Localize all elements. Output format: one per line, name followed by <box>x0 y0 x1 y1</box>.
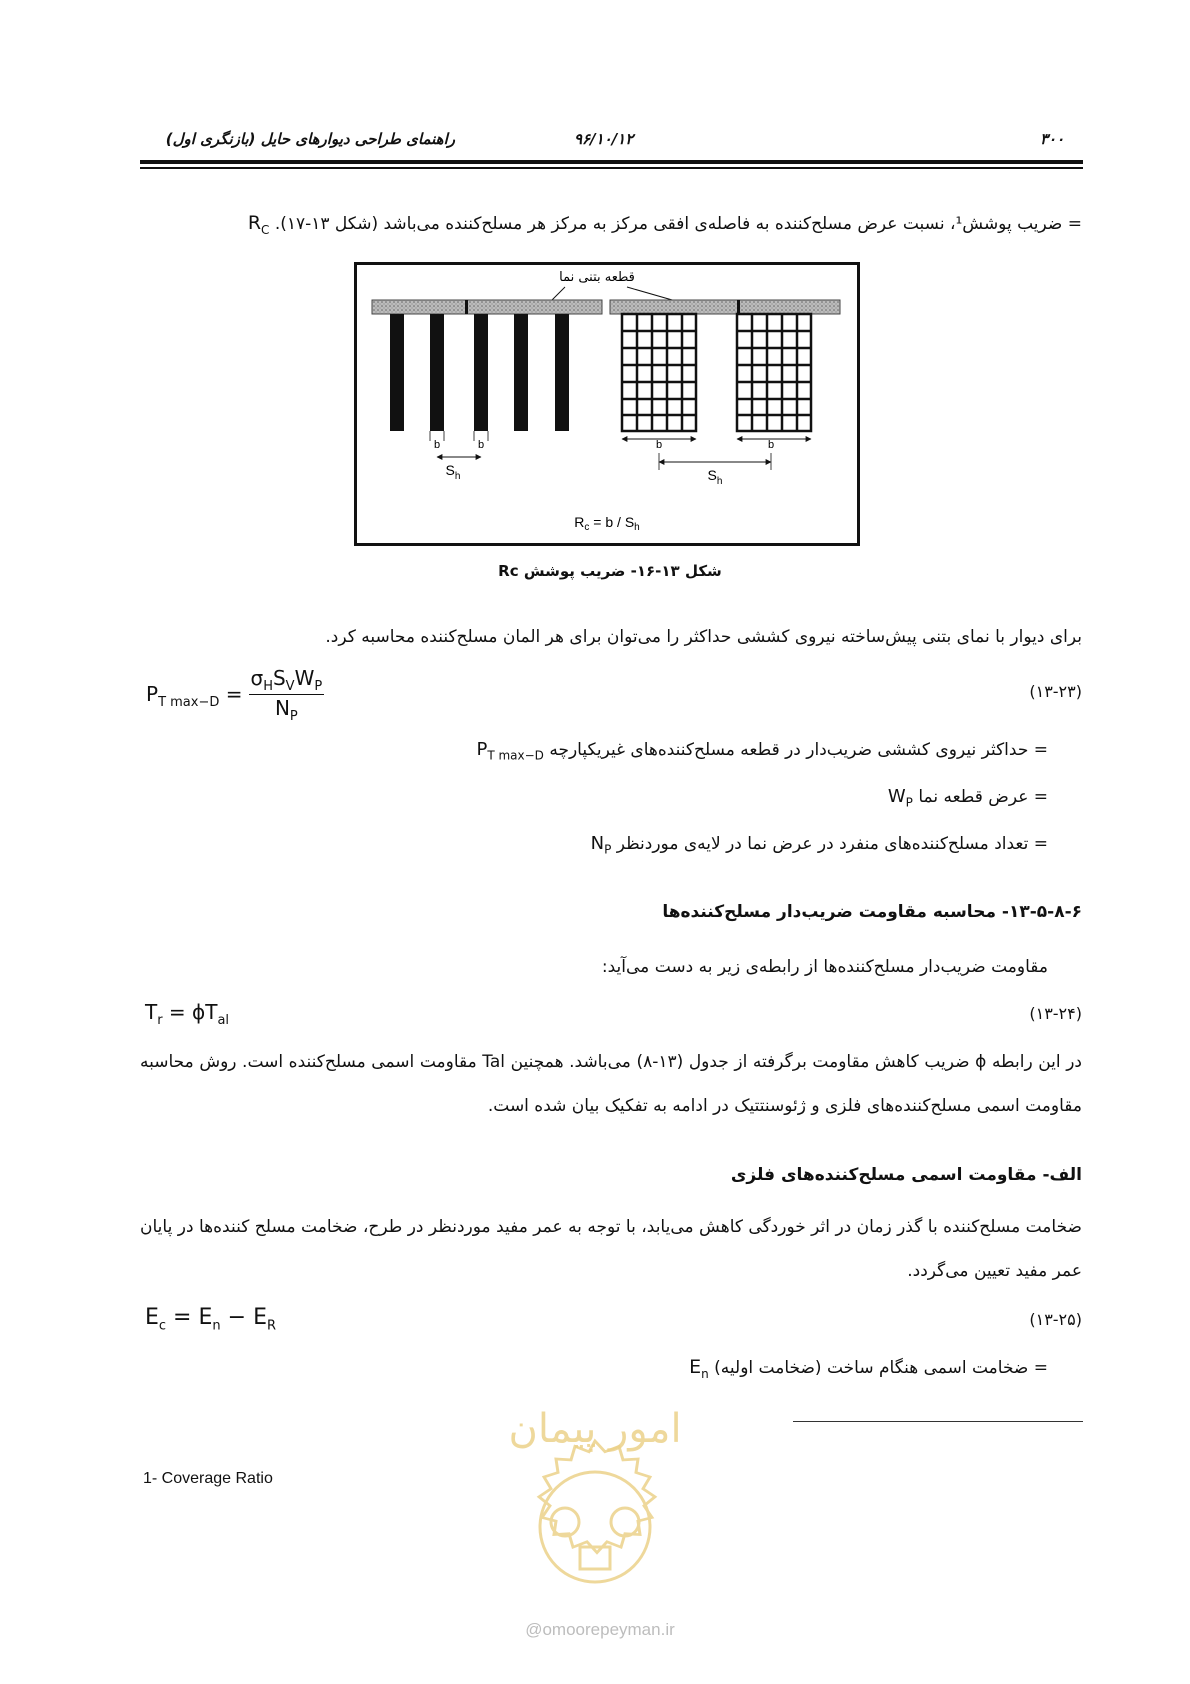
sh-label-right: $S_h$ <box>707 467 723 487</box>
equation-23: $P_{T max-D}$ = $\sigma_HS_VW_P$ $N_P$ <box>146 666 323 724</box>
strip-1 <box>390 314 404 431</box>
strip-5 <box>555 314 569 431</box>
facing-panel-left <box>372 300 602 314</box>
strip-4 <box>514 314 528 431</box>
watermark-url: @omoorepeyman.ir <box>525 1620 675 1639</box>
sh-label-left: $S_h$ <box>445 462 461 482</box>
def-en: = ضخامت اسمی هنگام ساخت (ضخامت اولیه) $E_n$ <box>689 1356 1048 1381</box>
paragraph-1: برای دیوار با نمای بتنی پیش‌ساخته نیروی کششی حداکثر را می‌توان برای هر المان مسلح‌کننده محاسبه کرد. <box>325 627 1082 647</box>
facing-panel-right <box>610 300 840 314</box>
equation-24: $T_r = \phi T_{al}$ <box>145 1000 230 1028</box>
grid-mesh-1 <box>622 314 696 431</box>
rc-symbol: $R_C$ <box>247 212 270 237</box>
paragraph-3: در این رابطه ϕ ضریب کاهش مقاومت برگرفته از جدول (۱۳-۸) می‌باشد. همچنین Tal مقاومت اسمی مسلح‌کننده است. روش محاسبه مقاومت اسمی مسلح‌کننده‌های فلزی و ژئوسنتتیک در ادامه به تفکیک بیان شده است. <box>140 1052 1082 1116</box>
panel-joint-left <box>465 300 468 314</box>
def-np: = تعداد مسلح‌کننده‌های منفرد در عرض نما در لایه‌ی موردنظر $N_P$ <box>590 833 1048 857</box>
coverage-ratio-diagram <box>357 265 857 543</box>
eq23-number: (۱۳-۲۳) <box>1029 682 1082 701</box>
b-label-1: b <box>433 439 441 451</box>
paragraph-2: مقاومت ضریب‌دار مسلح‌کننده‌ها از رابطه‌ی زیر به دست می‌آید: <box>601 957 1048 977</box>
coverage-ratio-figure <box>354 262 860 546</box>
seal-text: امور پیمان <box>508 1406 682 1452</box>
page-number: ۳۰۰ <box>1040 130 1065 148</box>
eq23-numerator: $\sigma_HS_VW_P$ <box>250 666 323 694</box>
panel-joint-right <box>737 300 740 314</box>
subheading-metallic: الف- مقاومت اسمی مسلح‌کننده‌های فلزی <box>730 1165 1082 1185</box>
grid-mesh-2 <box>737 314 811 431</box>
b-label-2: b <box>477 439 485 451</box>
rc-definition <box>248 210 1082 243</box>
strip-3 <box>474 314 488 431</box>
header-title: راهنمای طراحی دیوارهای حایل (بازنگری اول) <box>165 130 455 148</box>
def-ptmax: = حداکثر نیروی کششی ضریب‌دار در قطعه مسلح‌کننده‌های غیریکپارچه $P_{T max-D}$ <box>476 739 1048 763</box>
def-wp: = عرض قطعه نما $W_P$ <box>887 786 1048 810</box>
section-heading: ۱۳-۵-۸-۶- محاسبه مقاومت ضریب‌دار مسلح‌کننده‌ها <box>662 902 1082 922</box>
b-label-3: b <box>655 439 663 451</box>
header-rule-thin <box>140 167 1083 169</box>
eq23-lhs: P <box>146 681 159 706</box>
eq23-denominator: $N_P$ <box>274 696 298 724</box>
rc-formula: $R_c = b / S_h$ <box>574 514 640 533</box>
figure-caption-text: شکل ۱۳-۱۶- ضریب پوشش <box>523 562 722 580</box>
rc-definition-text: = ضریب پوشش¹، نسبت عرض مسلح‌کننده به فاصله‌ی افقی مرکز به مرکز هر مسلح‌کننده می‌باشد (شکل ۱۳-۱۷). <box>274 214 1082 234</box>
paragraph-4: ضخامت مسلح‌کننده با گذر زمان در اثر خوردگی کاهش می‌یابد، با توجه به عمر مفید موردنظر در طرح، ضخامت مسلح کننده‌ها در پایان عمر مفید تعیین می‌گردد. <box>140 1217 1082 1281</box>
header-date: ۹۶/۱۰/۱۲ <box>574 130 634 148</box>
eq24-number: (۱۳-۲۴) <box>1029 1004 1082 1023</box>
figure-caption-symbol: Rc <box>498 562 519 580</box>
strip-2 <box>430 314 444 431</box>
equation-25: $E_c = E_n - E_R$ <box>145 1305 277 1334</box>
header-rule <box>140 160 1083 164</box>
facing-label: قطعه بتنی نما <box>559 270 635 285</box>
eq25-number: (۱۳-۲۵) <box>1029 1310 1082 1329</box>
figure-caption <box>400 562 820 580</box>
footnote-rule <box>793 1421 1083 1422</box>
watermark-seal-logo <box>485 1372 705 1602</box>
footnote: 1- Coverage Ratio <box>143 1470 273 1487</box>
b-label-4: b <box>767 439 775 451</box>
